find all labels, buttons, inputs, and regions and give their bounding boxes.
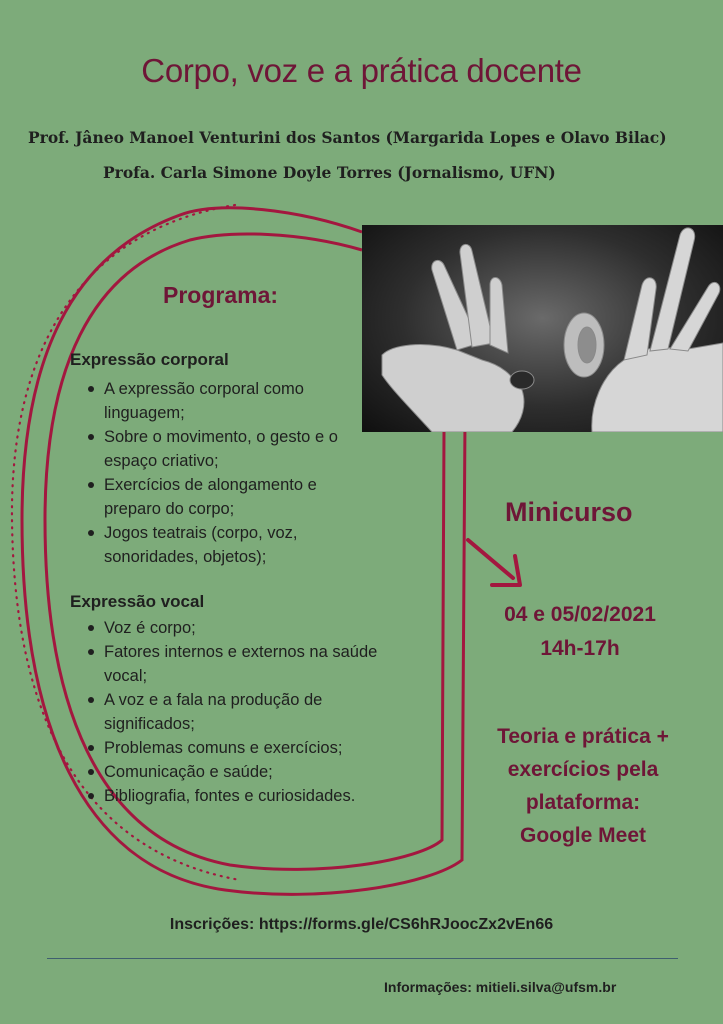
hands-photo [362,225,723,432]
section-title-body-expression: Expressão corporal [70,350,229,369]
event-hours: 14h-17h [540,637,620,660]
list-item: Sobre o movimento, o gesto e o espaço criativo; [86,425,376,473]
list-item: Problemas comuns e exercícios; [86,736,416,760]
list-item: A voz e a fala na produção de significados; [86,688,416,736]
hands-gesture-icon [362,225,723,432]
list-item: Voz é corpo; [86,616,416,640]
divider [47,958,678,959]
event-format [468,720,698,852]
format-line: exercícios pela [507,758,659,781]
program-heading: Programa: [163,282,279,308]
registration-link[interactable]: Inscrições: https://forms.gle/CS6hRJoocZx2vEn66 [169,916,554,933]
list-item: Fatores internos e externos na saúde vocal; [86,640,416,688]
list-item: Comunicação e saúde; [86,760,416,784]
list-item: Exercícios de alongamento e preparo do corpo; [86,473,376,521]
list-item: Bibliografia, fontes e curiosidades. [86,784,416,808]
page-title: Corpo, voz e a prática docente [141,52,582,89]
vocal-expression-list [86,616,416,808]
professor-2: Profa. Carla Simone Doyle Torres (Jornalismo, UFN) [103,163,556,182]
professor-1: Prof. Jâneo Manoel Venturini dos Santos (Margarida Lopes e Olavo Bilac) [28,128,667,147]
format-line: plataforma: [525,791,641,814]
list-item: Jogos teatrais (corpo, voz, sonoridades, objetos); [86,521,376,569]
body-expression-list [86,377,376,569]
event-label: Minicurso [505,497,633,527]
contact-info[interactable]: Informações: mitieli.silva@ufsm.br [384,979,617,995]
format-line: Teoria e prática + [497,725,669,748]
event-schedule [470,598,690,666]
arrow-icon [468,540,513,578]
format-line: Google Meet [519,824,646,847]
list-item: A expressão corporal como linguagem; [86,377,376,425]
event-dates: 04 e 05/02/2021 [504,603,656,626]
section-title-vocal-expression: Expressão vocal [70,592,205,611]
